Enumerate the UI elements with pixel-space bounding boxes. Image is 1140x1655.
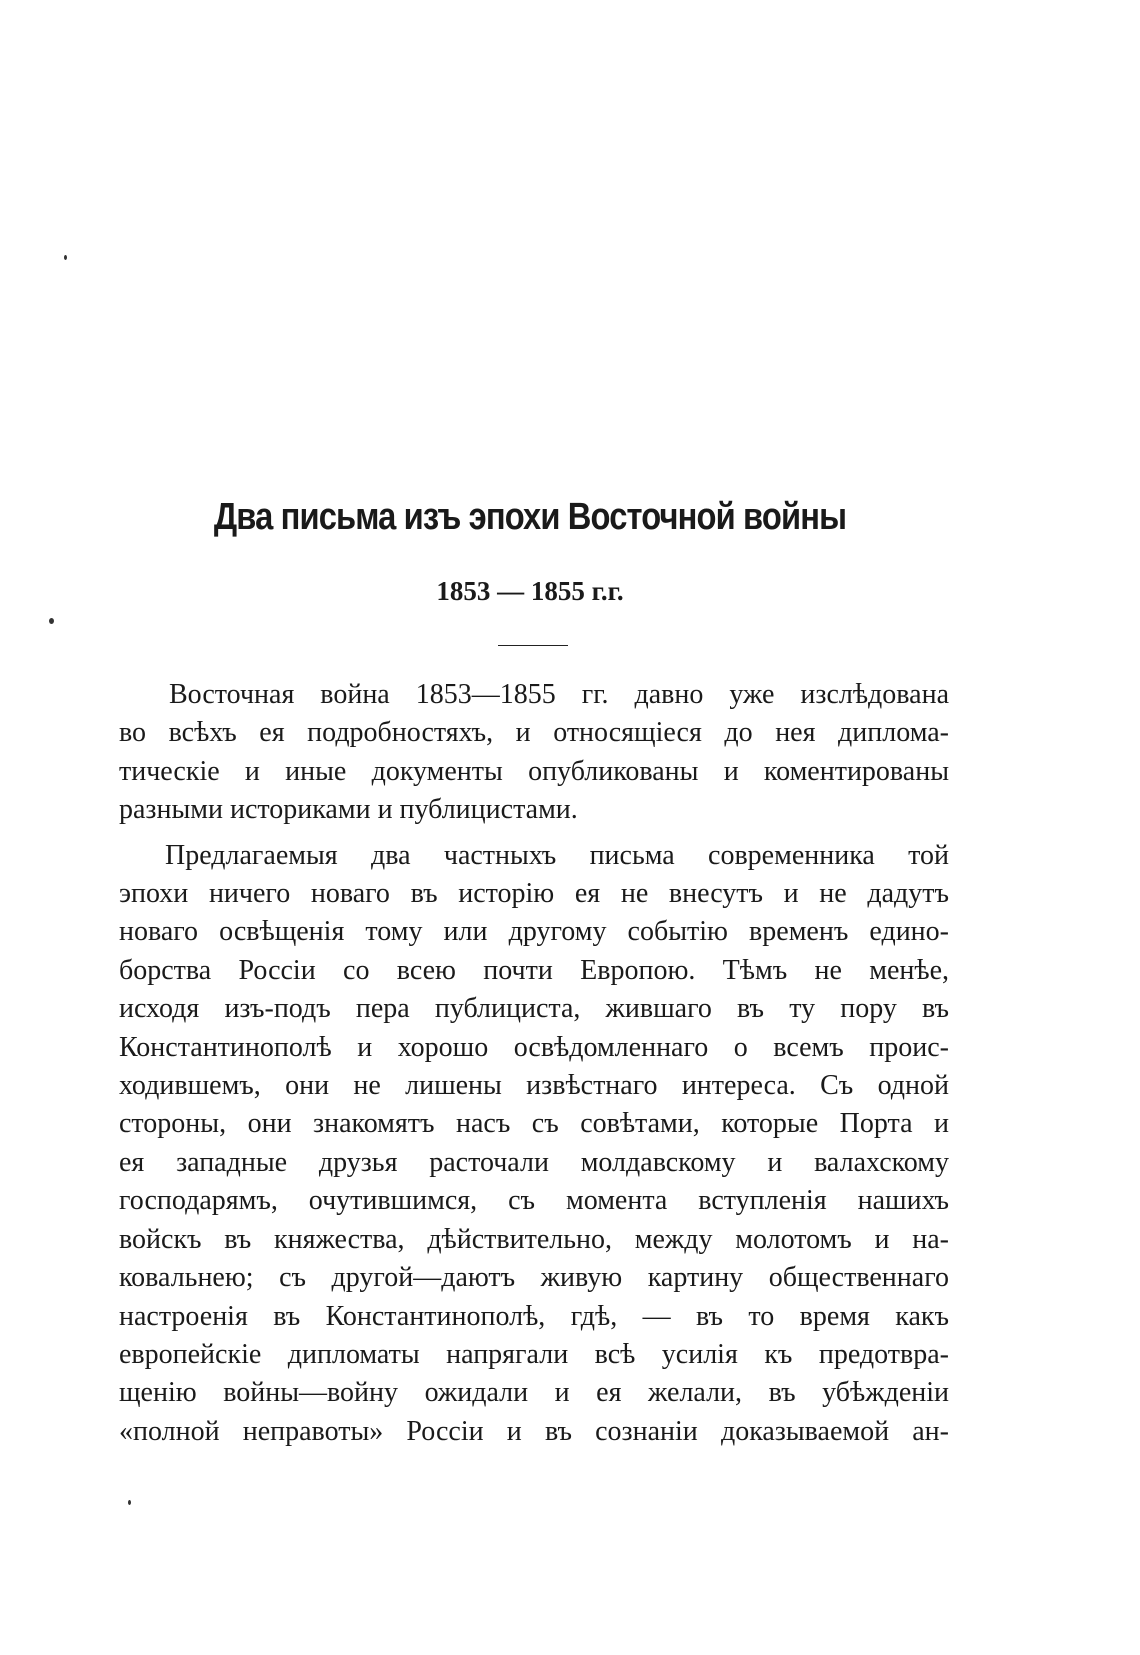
text-line: тическіе и иные документы опубликованы и коментированы bbox=[119, 755, 949, 787]
text-line: войскъ въ княжества, дѣйствительно, между молотомъ и на- bbox=[119, 1223, 949, 1255]
text-line: ходившемъ, они не лишены извѣстнаго интереса. Съ одной bbox=[119, 1070, 949, 1102]
title-divider bbox=[498, 645, 568, 646]
text-line: господарямъ, очутившимся, съ момента вступленія нашихъ bbox=[119, 1185, 949, 1217]
text-line: «полной неправоты» Россіи и въ сознаніи доказываемой ан- bbox=[119, 1415, 949, 1447]
text-line: Предлагаемыя два частныхъ письма современника той bbox=[165, 839, 949, 871]
text-line: Константинополѣ и хорошо освѣдомленнаго о всемъ проис- bbox=[119, 1031, 949, 1063]
paragraph-2 bbox=[119, 837, 949, 1452]
text-line: новаго освѣщенія тому или другому событію временъ едино- bbox=[119, 916, 949, 948]
text-line: стороны, они знакомятъ насъ съ совѣтами, которые Порта и bbox=[119, 1108, 949, 1140]
text-line: во всѣхъ ея подробностяхъ, и относящіеся до нея диплома- bbox=[119, 717, 949, 749]
text-line: настроенія въ Константинополѣ, гдѣ, — въ то время какъ bbox=[119, 1300, 949, 1332]
article-title: Два письма изъ эпохи Восточной войны bbox=[213, 496, 847, 538]
text-line: ея западные друзья расточали молдавскому и валахскому bbox=[119, 1146, 949, 1178]
text-line: разными историками и публицистами. bbox=[119, 794, 578, 826]
article-subtitle: 1853 — 1855 г.г. bbox=[436, 576, 624, 606]
text-line: щенію войны—войну ожидали и ея желали, въ убѣжденіи bbox=[119, 1377, 949, 1409]
paragraph-1 bbox=[119, 676, 949, 830]
print-speck bbox=[128, 1500, 131, 1505]
text-line: исходя изъ-подъ пера публициста, жившаго въ ту пору въ bbox=[119, 993, 949, 1025]
print-speck bbox=[64, 255, 67, 260]
text-line: ковальнею; съ другой—даютъ живую картину общественнаго bbox=[119, 1262, 949, 1294]
text-line: Восточная война 1853—1855 гг. давно уже изслѣдована bbox=[169, 679, 949, 710]
text-line: европейскіе дипломаты напрягали всѣ усилія къ предотвра- bbox=[119, 1338, 949, 1370]
text-line: эпохи ничего новаго въ исторію ея не внесутъ и не дадутъ bbox=[119, 878, 949, 910]
article-body bbox=[119, 676, 949, 1451]
text-line: борства Россіи со всею почти Европою. Тѣмъ не менѣе, bbox=[119, 954, 949, 986]
print-speck bbox=[49, 618, 54, 624]
